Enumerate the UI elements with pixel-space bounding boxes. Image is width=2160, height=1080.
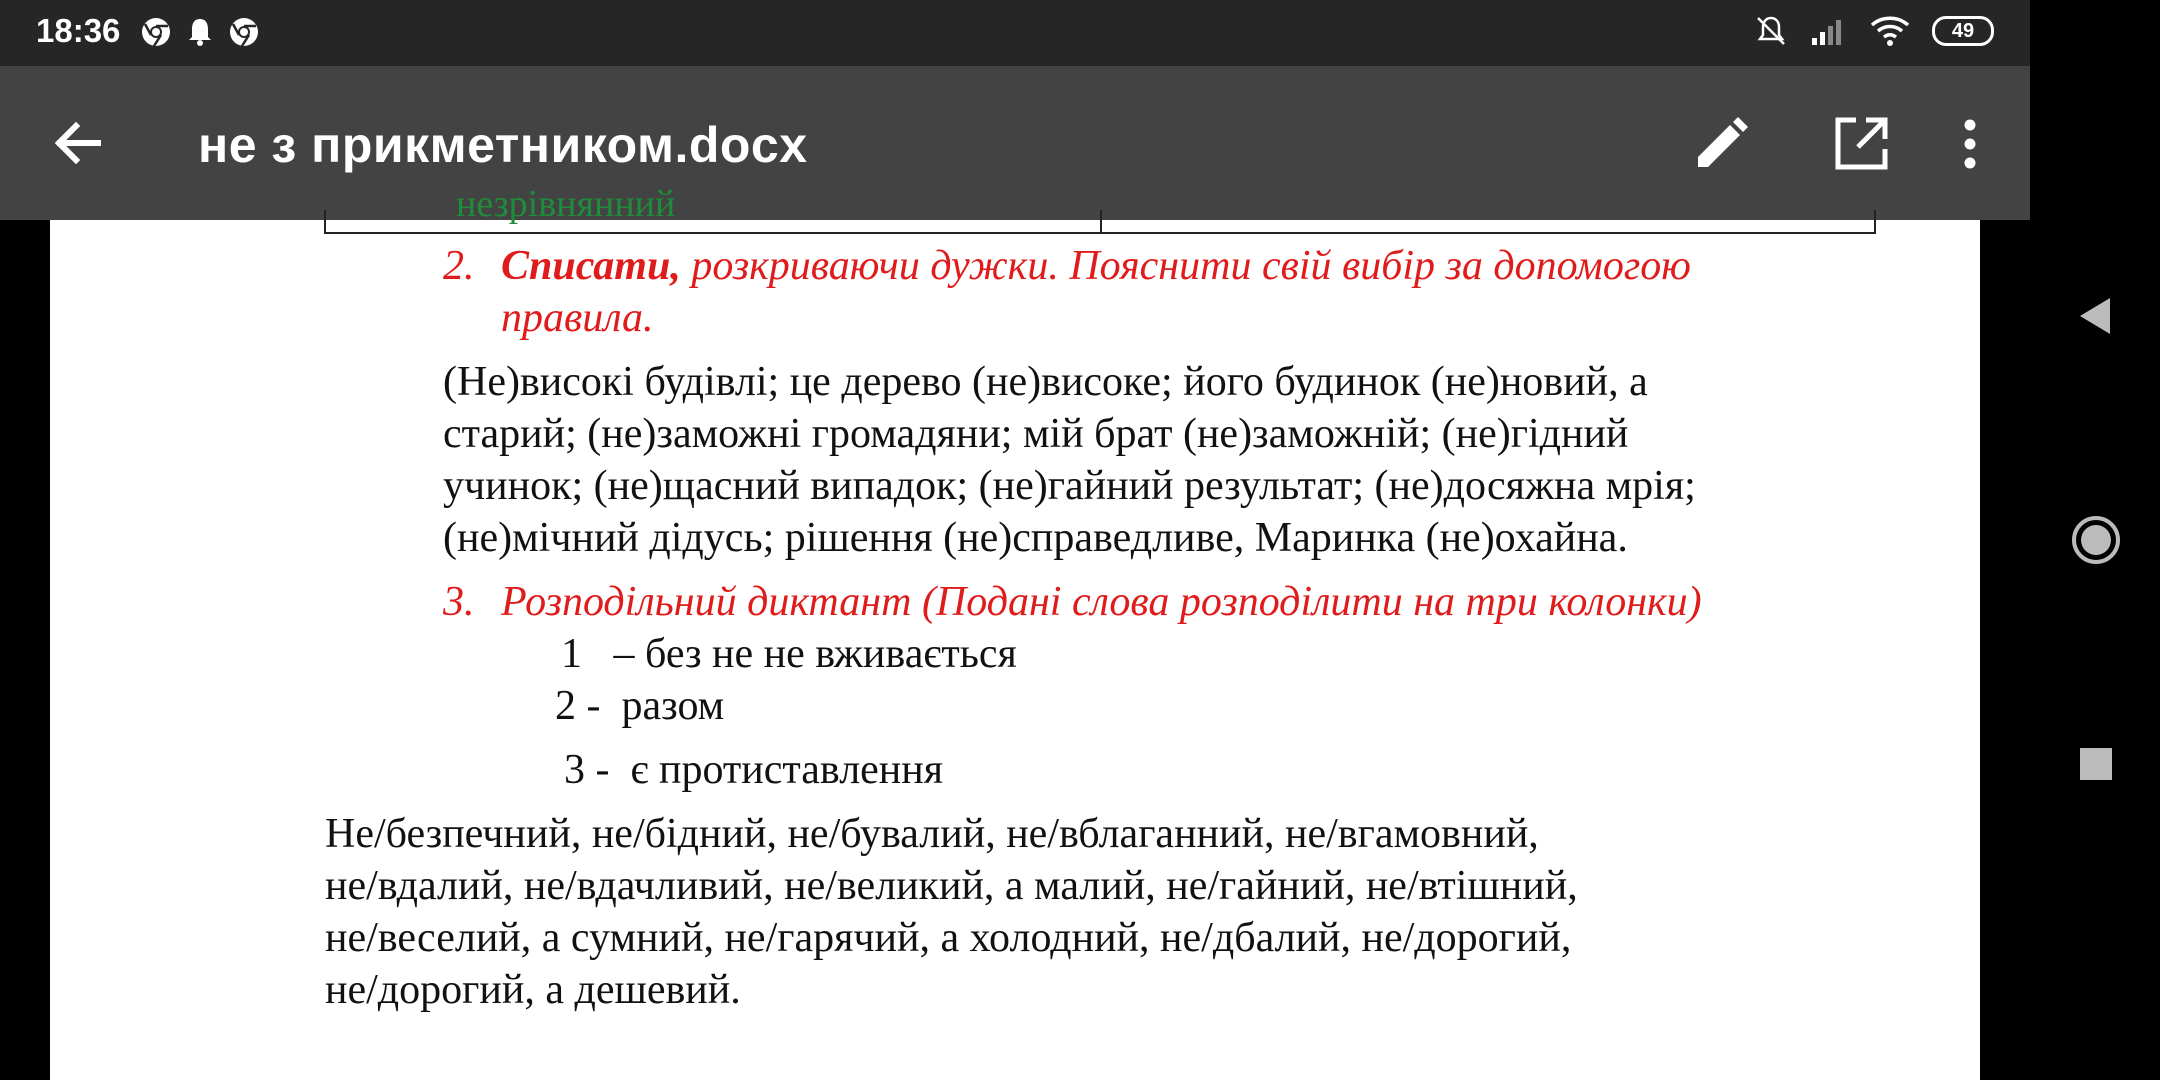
paragraph-1-line: учинок; (не)щасний випадок; (не)гайний результат; (не)досяжна мрія;: [443, 463, 1696, 509]
chrome-icon: [228, 16, 260, 48]
column-item-2: 2 - разом: [555, 683, 725, 729]
back-arrow-icon[interactable]: [48, 113, 108, 173]
table-cell-text: незрівнянний: [456, 183, 676, 225]
task-3-text: Розподільний диктант (Подані слова розподілити на три колонки): [501, 579, 1702, 625]
chrome-icon: [140, 16, 172, 48]
task-2-bold: Списати,: [501, 243, 681, 289]
home-circle-icon[interactable]: [2068, 512, 2124, 568]
paragraph-1-line: старий; (не)заможні громадяни; мій брат (не)заможній; (не)гідний: [443, 411, 1629, 457]
paragraph-2-line: не/вдалий, не/вдачливий, не/великий, а малий, не/гайний, не/втішний,: [325, 863, 1578, 909]
task-2-line1: розкриваючи дужки. Пояснити свій вибір за допомогою: [680, 243, 1691, 289]
status-time: 18:36: [36, 12, 121, 49]
status-right-icons: [1754, 14, 1994, 48]
document-title: не з прикметником.docx: [198, 117, 808, 173]
more-vert-icon[interactable]: [1950, 113, 1990, 175]
column-item-1: 1 – без не не вживається: [561, 631, 1017, 677]
task-2-number: 2.: [443, 243, 475, 289]
battery-icon: [1932, 16, 1994, 46]
status-bar: [0, 0, 2030, 66]
column-item-3: 3 - є протиставлення: [564, 747, 944, 793]
notification-bell-icon: [184, 16, 216, 48]
wifi-icon: [1870, 15, 1910, 47]
battery-level: 49: [1951, 19, 1975, 42]
table-remnant: [324, 183, 1876, 234]
status-left-icons: [140, 16, 260, 48]
system-nav-bar: [2030, 0, 2160, 1080]
task-3: [443, 576, 1943, 628]
mute-icon: [1754, 14, 1788, 48]
document-page[interactable]: [50, 183, 1980, 1080]
paragraph-2: [325, 808, 1578, 1016]
paragraph-2-line: не/веселий, а сумний, не/гарячий, а холодний, не/дбалий, не/дорогий,: [325, 915, 1572, 961]
paragraph-2-line: не/дорогий, а дешевий.: [325, 967, 741, 1013]
app-toolbar: [0, 66, 2030, 220]
open-external-icon[interactable]: [1830, 113, 1892, 175]
paragraph-2-line: Не/безпечний, не/бідний, не/бувалий, не/вблаганний, не/вгамовний,: [325, 811, 1539, 857]
paragraph-1: [443, 356, 1696, 564]
task-3-number: 3.: [443, 579, 475, 625]
back-triangle-icon[interactable]: [2068, 288, 2124, 344]
task-2-line2: правила.: [501, 295, 654, 341]
table-divider: [1100, 210, 1102, 232]
signal-icon: [1810, 16, 1848, 46]
pencil-edit-icon[interactable]: [1690, 113, 1752, 175]
paragraph-1-line: (Не)високі будівлі; це дерево (не)високе; його будинок (не)новий, а: [443, 359, 1648, 405]
paragraph-1-line: (не)мічний дідусь; рішення (не)справедливе, Маринка (не)охайна.: [443, 515, 1628, 561]
recents-square-icon[interactable]: [2068, 736, 2124, 792]
task-2: [443, 240, 1943, 344]
